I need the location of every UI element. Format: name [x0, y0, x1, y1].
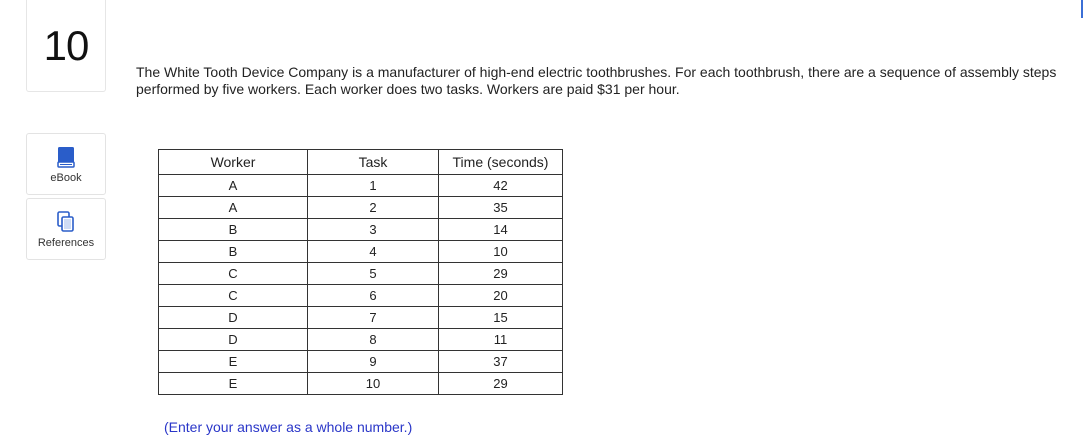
cell-task: 1 — [308, 175, 439, 197]
cell-task: 9 — [308, 351, 439, 373]
cell-worker: A — [159, 197, 308, 219]
answer-hint: (Enter your answer as a whole number.) — [164, 419, 413, 435]
cell-worker: D — [159, 307, 308, 329]
table-row — [159, 263, 563, 285]
cell-time: 14 — [439, 219, 563, 241]
cell-worker: B — [159, 241, 308, 263]
question-number-box — [26, 0, 106, 92]
table-row — [159, 373, 563, 395]
table-row — [159, 241, 563, 263]
references-label: References — [37, 237, 95, 249]
table-row — [159, 285, 563, 307]
cell-task: 4 — [308, 241, 439, 263]
table-row — [159, 175, 563, 197]
cell-task: 3 — [308, 219, 439, 241]
cell-worker: B — [159, 219, 308, 241]
header-worker: Worker — [159, 150, 308, 175]
cell-time: 42 — [439, 175, 563, 197]
cell-worker: C — [159, 285, 308, 307]
table-row — [159, 219, 563, 241]
table-row — [159, 329, 563, 351]
cell-task: 6 — [308, 285, 439, 307]
cell-worker: A — [159, 175, 308, 197]
cell-time: 29 — [439, 373, 563, 395]
table-row — [159, 197, 563, 219]
table-row — [159, 351, 563, 373]
task-time-table — [158, 149, 563, 395]
cell-task: 5 — [308, 263, 439, 285]
cell-time: 10 — [439, 241, 563, 263]
ebook-label: eBook — [50, 172, 82, 184]
cell-worker: E — [159, 351, 308, 373]
cell-worker: C — [159, 263, 308, 285]
question-prompt: The White Tooth Device Company is a manufacturer of high-end electric toothbrushes. For each toothbrush, there are a sequence of assembly steps performed by five workers. Each worker does two tasks. Workers are paid $31 per hour. — [136, 64, 1057, 97]
ebook-button[interactable] — [26, 133, 106, 195]
cell-time: 35 — [439, 197, 563, 219]
cell-time: 29 — [439, 263, 563, 285]
cell-task: 10 — [308, 373, 439, 395]
cell-task: 8 — [308, 329, 439, 351]
cell-task: 2 — [308, 197, 439, 219]
cell-time: 20 — [439, 285, 563, 307]
table-body — [159, 175, 563, 395]
cell-time: 11 — [439, 329, 563, 351]
book-icon — [56, 146, 76, 168]
cell-worker: E — [159, 373, 308, 395]
cell-time: 15 — [439, 307, 563, 329]
copy-pages-icon — [56, 211, 76, 233]
cell-task: 7 — [308, 307, 439, 329]
header-task: Task — [308, 150, 439, 175]
question-number: 10 — [43, 21, 89, 69]
table-header-row — [159, 150, 563, 175]
table-row — [159, 307, 563, 329]
header-time: Time (seconds) — [439, 150, 563, 175]
cell-worker: D — [159, 329, 308, 351]
references-button[interactable] — [26, 198, 106, 260]
cell-time: 37 — [439, 351, 563, 373]
